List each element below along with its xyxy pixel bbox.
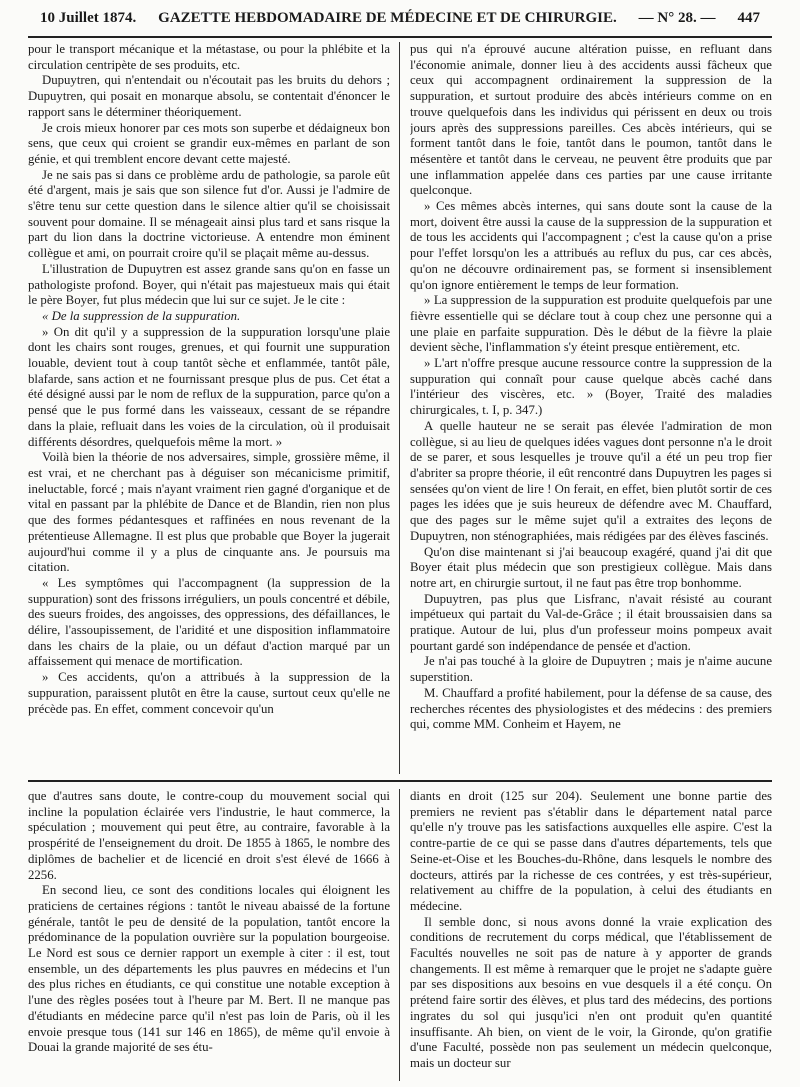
section-divider xyxy=(28,780,772,782)
paragraph: » L'art n'offre presque aucune ressource contre la suppression de la suppuration qui connaît pour cause quelque abcès caché dans l'intérieur des viscères, etc. » (Boyer, Traité des maladies chirurgicales, t. I, p. 347.) xyxy=(410,356,772,418)
paragraph: que d'autres sans doute, le contre-coup du mouvement social qui incline la population éclairée vers l'industrie, le haut commerce, la spéculation ; mouvement qui peut être, au contraire, favorable à la prospérité de l'enseignement du droit. De 1855 à 1865, le nombre des diplômes de bachelier et de licencié en droit s'est élevé de 1666 à 2256. xyxy=(28,789,390,882)
header-title: GAZETTE HEBDOMADAIRE DE MÉDECINE ET DE CHIRURGIE. xyxy=(158,9,617,26)
paragraph: Je ne sais pas si dans ce problème ardu de pathologie, sa parole eût été d'argent, mais je sais que son silence fut d'or. Aussi je l'admire de s'être tenu sur cette question dans le silence altier qu'il se choisissait souvent pour domaine. Il se ménageait ainsi plus tard et sans risque la part du lion dans la doctrine victorieuse. A entendre mon éminent collègue et ami, on pourrait croire qu'il se plaçait même au-dessus. xyxy=(28,167,390,261)
header-date: 10 Juillet 1874. xyxy=(40,9,137,26)
column-rule xyxy=(399,789,400,1081)
header-issue xyxy=(639,10,760,27)
paragraph: M. Chauffard a profité habilement, pour la défense de sa cause, des recherches récentes des physiologistes et des médecins : des premiers qui, comme MM. Conheim et Hayem, ne xyxy=(410,685,772,732)
paragraph: » Ces mêmes abcès internes, qui sans doute sont la cause de la mort, doivent être aussi la cause de la suppression de la suppuration et de tous les accidents qui l'accompagnent ; c'est la cause qu'on a prise pour l'effet lorsqu'on les a attribués au reflux du pus, car ces abcès, qu'on ne découvre ordinairement pas, se forment si insensiblement qu'on ignore entièrement le temps de leur formation. xyxy=(410,199,772,292)
paragraph: A quelle hauteur ne se serait pas élevée l'admiration de mon collègue, si au lieu de quelques idées vagues dont personne n'a le droit de se parer, et sous lesquelles je trouve qu'il a été un peu trop fier d'abriter sa propre théorie, il eût rencontré dans Dupuytren les pages si sensées qu'on vient de lire ! On ferait, en effet, bien plutôt sortir de ces pages les idées que je suis heureux de défendre avec M. Chauffard, que des pages sur le même sujet qu'il a extraites des leçons de Dupuytren, non sténographiées, mais rédigées par des élèves fascinés. xyxy=(410,418,772,543)
quote-subtitle-text: « De la suppression de la suppuration. xyxy=(42,308,241,323)
page-header xyxy=(40,6,760,30)
column-rule xyxy=(399,42,400,774)
bottom-right-column xyxy=(410,789,772,1081)
paragraph: Je n'ai pas touché à la gloire de Dupuytren ; mais je n'aime aucune superstition. xyxy=(410,654,772,685)
paragraph: Dupuytren, pas plus que Lisfranc, n'avait résisté au courant impétueux qui partait du Val-de-Grâce ; il était broussaisien dans sa pratique. Autour de lui, plus d'un professeur moins pompeux avait pourtant gardé son indépendance de pensée et d'action. xyxy=(410,591,772,653)
paragraph: » On dit qu'il y a suppression de la suppuration lorsqu'une plaie dont les chairs sont rouges, grenues, et qui fournit une suppuration louable, devient tout à coup tantôt sèche et enflammée, tantôt pâle, blafarde, sans action et ne fournissant presque plus de pus. Cet état a été désigné aussi par le nom de reflux de la suppuration, parce qu'on a pensé que le pus formé dans les vaisseaux, cessant de se répandre dans la plaie, refluait dans les voies de la circulation, où il produisait différents désordres, quelquefois même la mort. » xyxy=(28,324,390,449)
header-rule xyxy=(28,36,772,38)
paragraph: Je crois mieux honorer par ces mots son superbe et dédaigneux bon sens, que ceux qui croient se grandir eux-mêmes en parlant de son génie, et qui tremblent encore devant cette majesté. xyxy=(28,120,390,166)
header-number: — N° 28. — xyxy=(638,9,716,26)
paragraph: En second lieu, ce sont des conditions locales qui éloignent les praticiens de certaines régions : tantôt le niveau abaissé de la fortune générale, tantôt le peu de densité de la population, tantôt encore la prédominance de la population ouvrière sur la population bourgeoise. Le Nord est sous ce dernier rapport un exemple à citer : il est, tout ensemble, un des départements les plus pauvres en médecins et l'un des plus riches en étudiants, ce qui constitue une notable exception à l'une des règles posées tout à l'heure par M. Bert. Il ne manque pas d'étudiants en médecine parce qu'il n'est pas loin de Paris, où il les envoie presque tous (141 sur 146 en 1865), de même qu'il envoie à Douai la grande majorité de ses étu- xyxy=(28,883,390,1055)
paragraph: L'illustration de Dupuytren est assez grande sans qu'on en fasse un pathologiste profond. Boyer, qui n'était pas majestueux mais qui était le père Boyer, fut plus médecin que lui sur ce sujet. Je le cite : xyxy=(28,261,390,308)
paragraph: Dupuytren, qui n'entendait ou n'écoutait pas les bruits du dehors ; Dupuytren, qui posait en monarque absolu, se contentait d'énoncer le rapport sans le déterminer théoriquement. xyxy=(28,73,390,119)
top-right-column xyxy=(410,42,772,774)
header-page-number: 447 xyxy=(737,9,760,26)
paragraph: Qu'on dise maintenant si j'ai beaucoup exagéré, quand j'ai dit que Boyer était plus médecin que son prestigieux collègue. Mais dans notre art, en chirurgie surtout, il ne faut pas être trop bonhomme. xyxy=(410,544,772,590)
bottom-left-column xyxy=(28,789,390,1081)
paragraph: » Ces accidents, qu'on a attribués à la suppression de la suppuration, paraissent plutôt en être la cause, surtout ceux qu'elle ne précède pas. En effet, comment concevoir qu'un xyxy=(28,670,390,716)
paragraph: » La suppression de la suppuration est produite quelquefois par une fièvre essentielle qui se déclare tout à coup chez une personne qui a une plaie en parfaite suppuration. Dès le début de la fièvre la plaie devient sèche, l'inflammation s'y éteint presque entièrement, etc. xyxy=(410,293,772,355)
paragraph: pour le transport mécanique et la métastase, ou pour la phlébite et la circulation centripète de ses produits, etc. xyxy=(28,42,390,72)
paragraph: Il semble donc, si nous avons donné la vraie explication des conditions de recrutement du corps médical, que l'établissement de Facultés nouvelles ne soit pas de nature à y apporter de grands changements. Il est même à remarquer que le projet ne s'adapte guère par ses dispositions aux besoins en vue desquels il a été conçu. On prétend faire sortir des élèves, et plus tard des médecins, des portions ingrates du sol qui jusqu'ici n'en ont produit qu'en quantité insuffisante. Ah bien, on vient de le voir, la Gironde, qu'on gratifie d'une Faculté, possède non pas seulement un médecin quelconque, mais un docteur sur xyxy=(410,914,772,1070)
top-section xyxy=(28,42,772,774)
paragraph: pus qui n'a éprouvé aucune altération puisse, en refluant dans l'économie animale, donner lieu à des accidents aussi fâcheux que ceux qui accompagnent ordinairement la suppression de la suppuration, et surtout produire des abcès intérieurs comme on en trouve quelquefois dans les individus qui périssent en deux ou trois jours après des suppressions pareilles. Ces abcès intérieurs, qui se forment tantôt dans le foie, tantôt dans le poumon, tantôt dans le mésentère et tantôt dans le cerveau, ne peuvent être produits que par une inflammation appelée dans ces parties par une cause irritante quelconque. xyxy=(410,42,772,198)
top-left-column xyxy=(28,42,390,774)
paragraph: Voilà bien la théorie de nos adversaires, simple, grossière même, il est vrai, et ne cherchant pas à déguiser son mécanicisme primitif, ineluctable, forcé ; mais n'ayant vraiment rien gagné d'organique et de vital en passant par la phlébite de Dance et de Blandin, rien non plus que des formes pédantesques et raffinées en nous revenant de la prétentieuse Allemagne. Il est plus que probable que Boyer la jugerait aujourd'hui comme il y a plus de cinquante ans. Je poursuis ma citation. xyxy=(28,450,390,575)
bottom-section xyxy=(28,789,772,1081)
quote-subtitle xyxy=(28,309,390,325)
paragraph: « Les symptômes qui l'accompagnent (la suppression de la suppuration) sont des frissons irréguliers, un pouls concentré et débile, des sueurs froides, des angoisses, des oppressions, des défaillances, le délire, l'assoupissement, de l'aridité et une disposition inflammatoire dans les chairs de la plaie, ou un défaut d'action marqué par un affaissement qui menace de mortification. xyxy=(28,575,390,669)
paragraph: diants en droit (125 sur 204). Seulement une bonne partie des premiers ne revient pas s'établir dans le département natal parce qu'elle n'y trouve pas les satisfactions auxquelles elle aspire. C'est la contre-partie de ce qui se passe dans d'autres départements, tels que Seine-et-Oise et les Bouches-du-Rhône, dans lesquels le nombre des docteurs, attirés par la richesse de ces contrées, y est très-supérieur, relativement au chiffre de la population, à celui des étudiants en médecine. xyxy=(410,789,772,913)
